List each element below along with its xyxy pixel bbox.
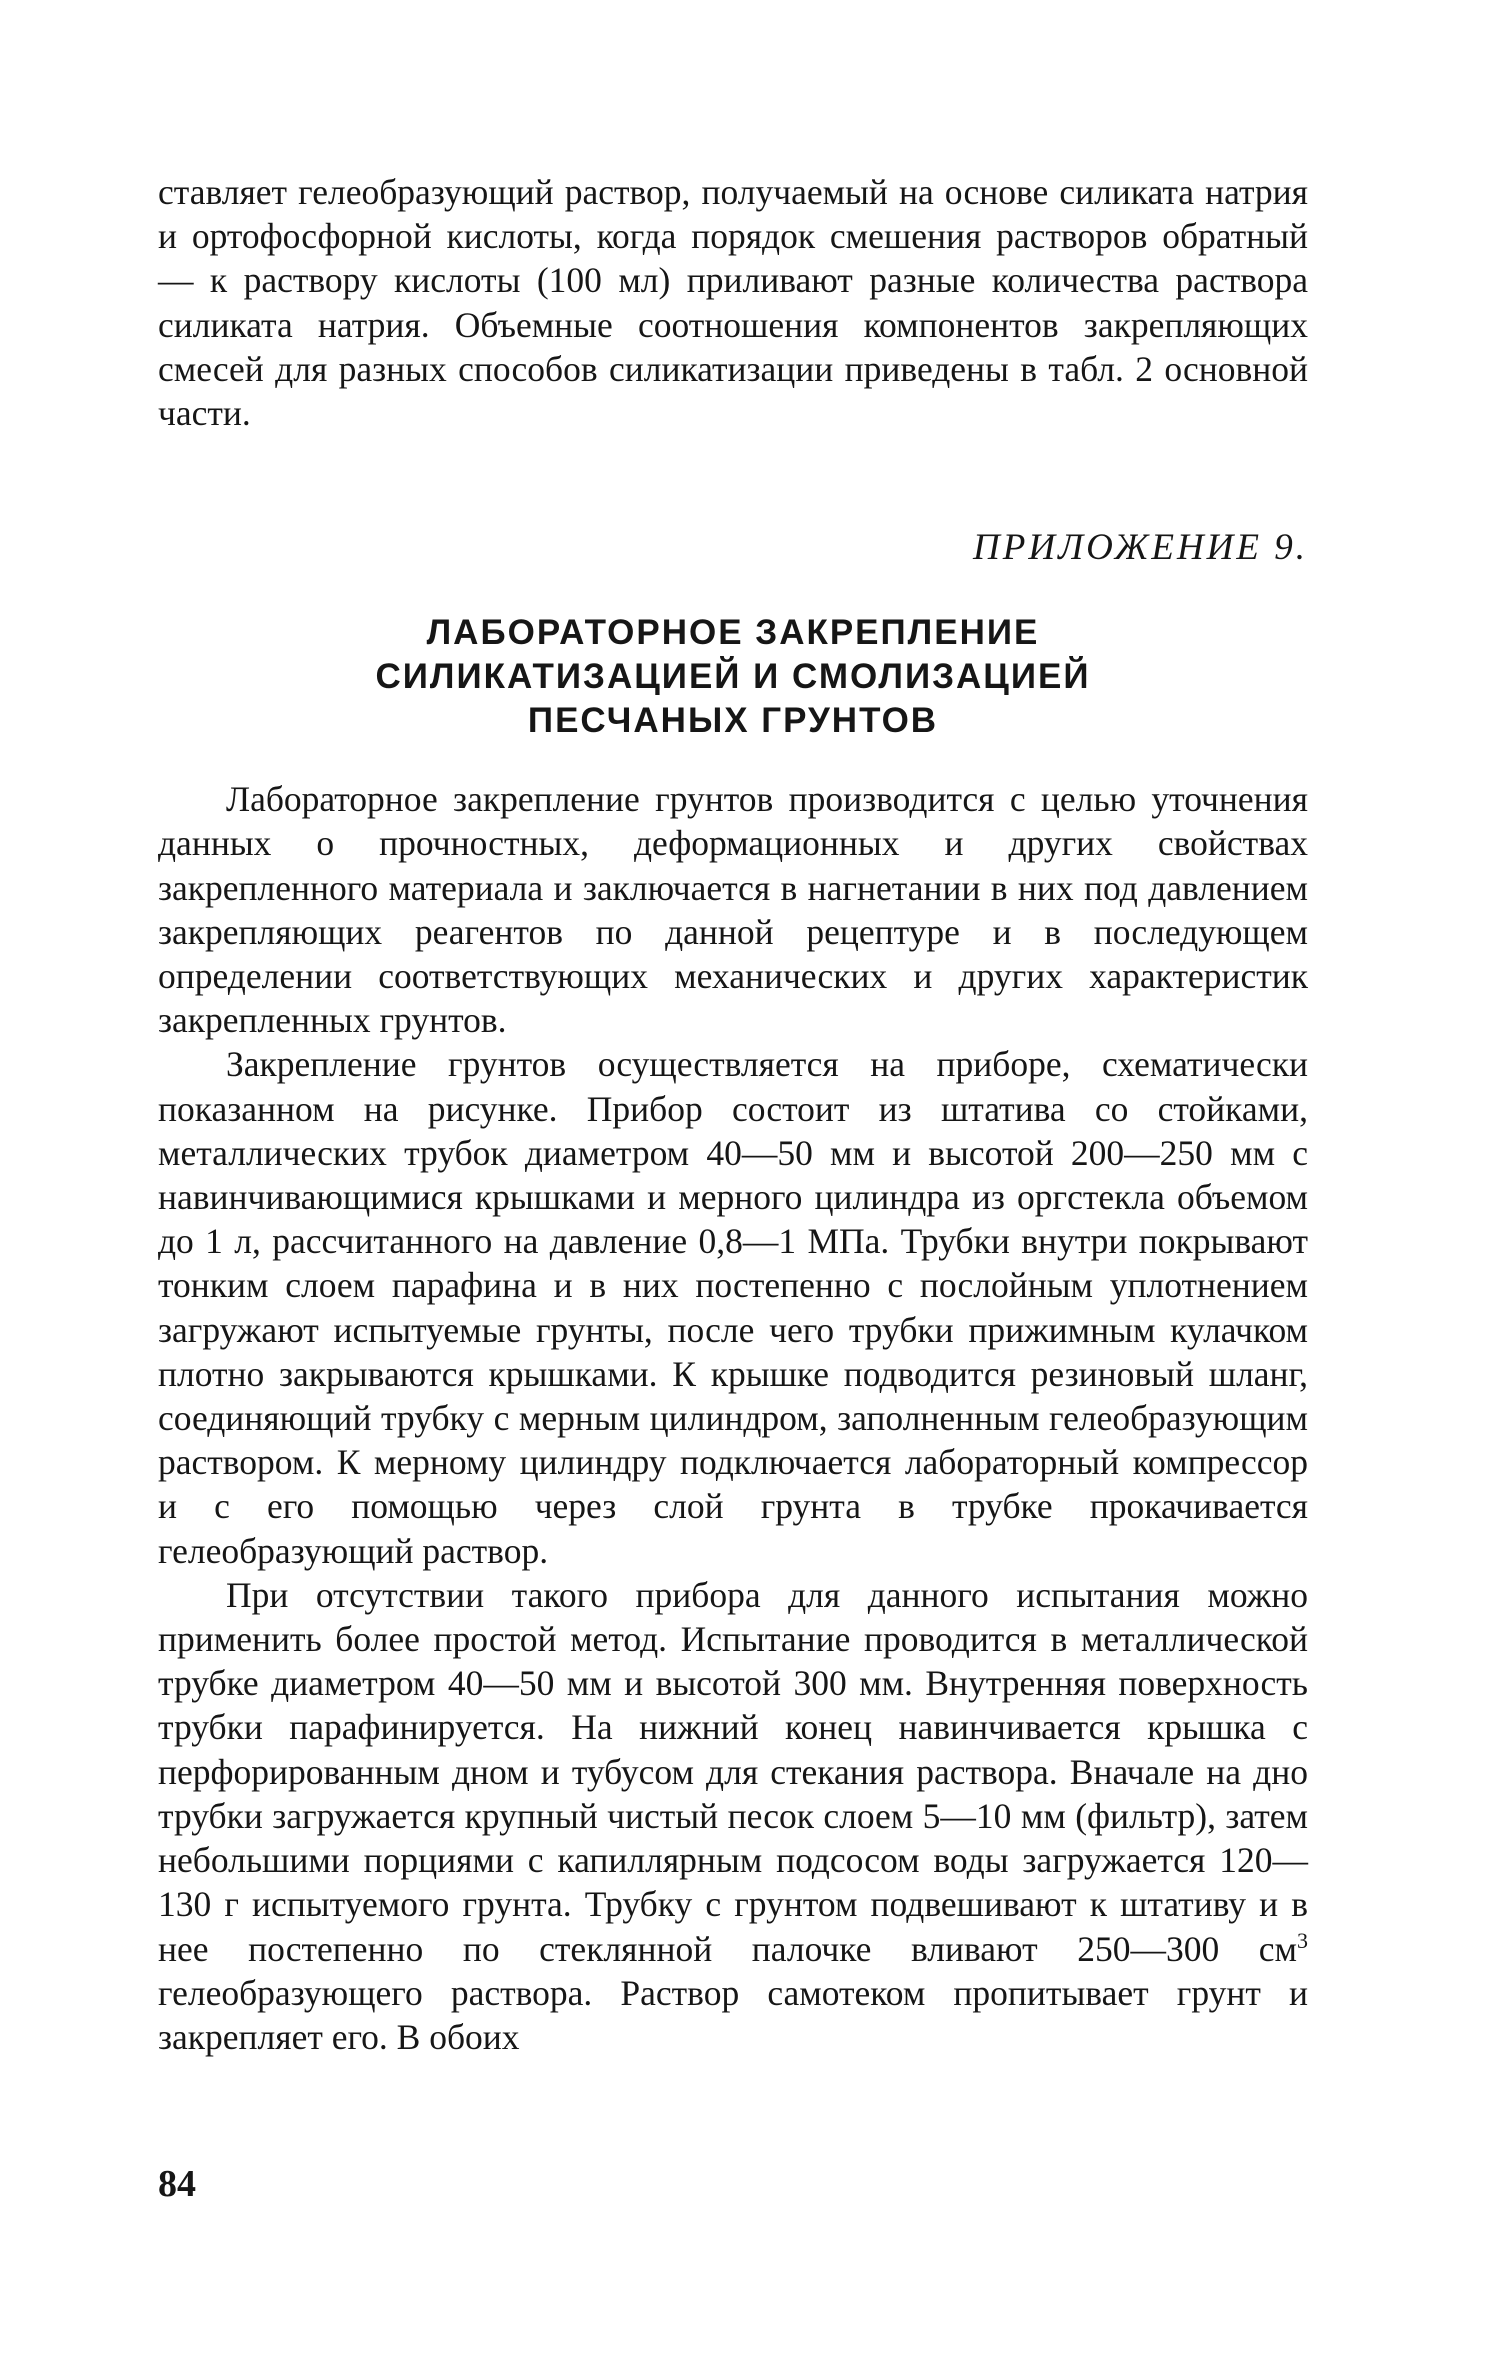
heading-line-2: СИЛИКАТИЗАЦИЕЙ И СМОЛИЗАЦИЕЙ [375,657,1091,697]
body-paragraph-1: Лабораторное закрепление грунтов производится с целью уточнения данных о прочностных, деформационных и других свойствах закрепленного материала и заключается в нагнетании в них под давлением закрепляющих реагентов по данной рецептуре и в последующем определении соответствующих механических и других характеристик закрепленных грунтов. [158,779,1308,1041]
body-paragraph-3-part-1: При отсутствии такого прибора для данного испытания можно применить более простой метод. Испытание проводится в металлической трубке диаметром 40—50 мм и высотой 300 мм. Внутренняя поверхность трубки парафинируется. На нижний конец навинчивается крышка с перфорированным дном и тубусом для стекания раствора. Вначале на дно трубки загружается крупный чистый песок слоем 5—10 мм (фильтр), затем небольшими порциями с капиллярным подсосом воды загружается 120—130 г испытуемого грунта. Трубку с грунтом подвешивают к штативу и в нее постепенно по стеклянной палочке вливают 250—300 см [158,1574,1308,1969]
page-body [158,170,1308,2059]
section-heading [158,611,1308,743]
superscript-cubic: 3 [1297,1927,1308,1953]
body-paragraph-3-part-2: гелеобразующего раствора. Раствор самотеком пропитывает грунт и закрепляет его. В обоих [158,1972,1308,2057]
body-paragraph-3 [158,1573,1308,2059]
appendix-label: ПРИЛОЖЕНИЕ 9. [973,527,1308,569]
body-paragraph-2: Закрепление грунтов осуществляется на приборе, схематически показанном на рисунке. Прибор состоит из штатива со стойками, металлических трубок диаметром 40—50 мм и высотой 200—250 мм с навинчивающимися крышками и мерного цилиндра из оргстекла объемом до 1 л, рассчитанного на давление 0,8—1 МПа. Трубки внутри покрывают тонким слоем парафина и в них постепенно с послойным уплотнением загружают испытуемые грунты, после чего трубки прижимным кулачком плотно закрываются крышками. К крышке подводится резиновый шланг, соединяющий трубку с мерным цилиндром, заполненным гелеобразующим раствором. К мерному цилиндру подключается лабораторный компрессор и с его помощью через слой грунта в трубке прокачивается гелеобразующий раствор. [158,1044,1308,1571]
intro-paragraph: ставляет гелеобразующий раствор, получаемый на основе силиката натрия и ортофосфорной кислоты, когда порядок смешения растворов обратный — к раствору кислоты (100 мл) приливают разные количества раствора силиката натрия. Объемные соотношения компонентов закрепляющих смесей для разных способов силикатизации приведены в табл. 2 основной части. [158,172,1308,434]
heading-line-3: ПЕСЧАНЫХ ГРУНТОВ [527,701,939,741]
page-number: 84 [158,2163,196,2205]
heading-line-1: ЛАБОРАТОРНОЕ ЗАКРЕПЛЕНИЕ [426,613,1040,653]
